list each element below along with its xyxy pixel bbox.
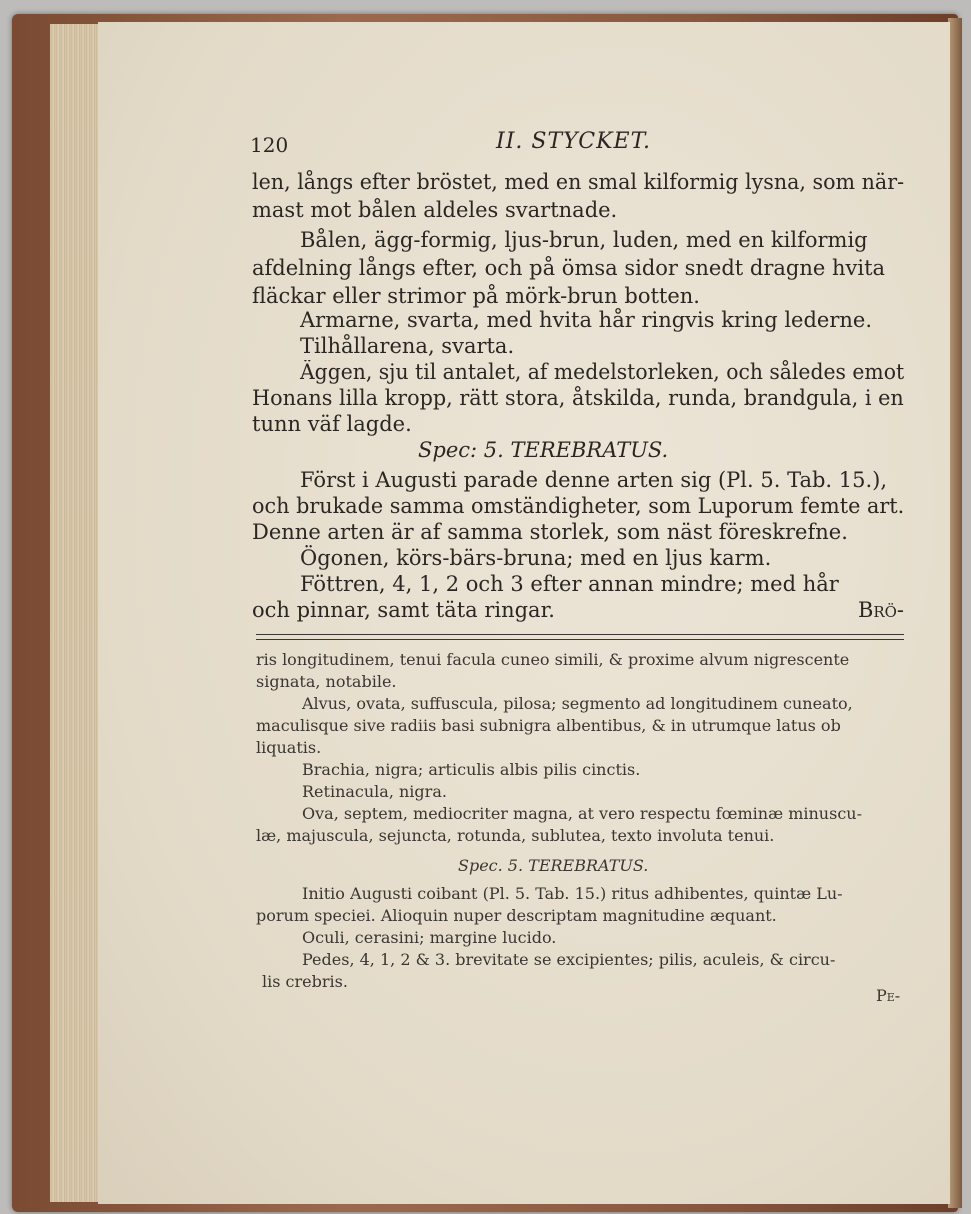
main-line: Föttren, 4, 1, 2 och 3 efter annan mindre; med hår: [300, 572, 839, 596]
page-number: 120: [250, 133, 289, 157]
main-line: len, långs efter bröstet, med en smal kilformig lysna, som när-: [252, 170, 905, 194]
main-line: fläckar eller strimor på mörk-brun botten.: [252, 284, 700, 308]
footnote-line: liquatis.: [256, 738, 322, 757]
footnote-line: Alvus, ovata, suffuscula, pilosa; segmento ad longitudinem cuneato,: [302, 694, 853, 713]
main-line: Honans lilla kropp, rätt stora, åtskilda, runda, brandgula, i en: [252, 386, 904, 410]
main-line: Armarne, svarta, med hvita hår ringvis kring lederne.: [300, 308, 873, 332]
footnote-line: Initio Augusti coibant (Pl. 5. Tab. 15.) ritus adhibentes, quintæ Lu-: [302, 884, 843, 903]
page-stack-edges: [50, 24, 103, 1202]
main-line: Ögonen, körs-bärs-bruna; med en ljus karm.: [300, 546, 772, 570]
footnote-line: ris longitudinem, tenui facula cuneo simili, & proxime alvum nigrescente: [256, 650, 850, 669]
footnote-line: Oculi, cerasini; margine lucido.: [302, 928, 557, 947]
main-line: Bålen, ägg-formig, ljus-brun, luden, med en kilformig: [300, 228, 868, 252]
main-line: Äggen, sju til antalet, af medelstorleken, och således emot: [300, 360, 905, 384]
main-line: mast mot bålen aldeles svartnade.: [252, 198, 618, 222]
footnote-line: lis crebris.: [262, 972, 348, 991]
footnote-line: signata, notabile.: [256, 672, 397, 691]
main-line: Denne arten är af samma storlek, som näst föreskrefne.: [252, 520, 848, 544]
footnote-line: maculisque sive radiis basi subnigra albentibus, & in utrumque latus ob: [256, 716, 841, 735]
footnote-line: porum speciei. Alioquin nuper descriptam magnitudine æquant.: [256, 906, 777, 925]
footnote-line: Pedes, 4, 1, 2 & 3. brevitate se excipientes; pilis, aculeis, & circu-: [302, 950, 836, 969]
footnote-line: Brachia, nigra; articulis albis pilis cinctis.: [302, 760, 641, 779]
footnote-catchword: Pe-: [876, 986, 901, 1005]
running-head: II. STYCKET.: [496, 129, 652, 154]
footnote-rule: [256, 634, 904, 635]
footnote-line: Retinacula, nigra.: [302, 782, 447, 801]
catchword: Brö-: [858, 598, 904, 622]
book-fore-edge: [948, 18, 962, 1208]
main-line: tunn väf lagde.: [252, 412, 412, 436]
footnote-rule-second: [256, 639, 904, 640]
footnote-line: læ, majuscula, sejuncta, rotunda, sublutea, texto involuta tenui.: [256, 826, 775, 845]
main-line: Först i Augusti parade denne arten sig (Pl. 5. Tab. 15.),: [300, 468, 888, 492]
main-line: Tilhållarena, svarta.: [300, 334, 515, 358]
main-line: och brukade samma omständigheter, som Luporum femte art.: [252, 494, 905, 518]
footnote-line: Ova, septem, mediocriter magna, at vero respectu fœminæ minuscu-: [302, 804, 862, 823]
main-line: afdelning långs efter, och på ömsa sidor snedt dragne hvita: [252, 256, 886, 280]
footnote-species-heading: Spec. 5. TEREBRATUS.: [458, 856, 649, 875]
species-heading: Spec: 5. TEREBRATUS.: [418, 438, 669, 462]
main-line: och pinnar, samt täta ringar.: [252, 598, 555, 622]
